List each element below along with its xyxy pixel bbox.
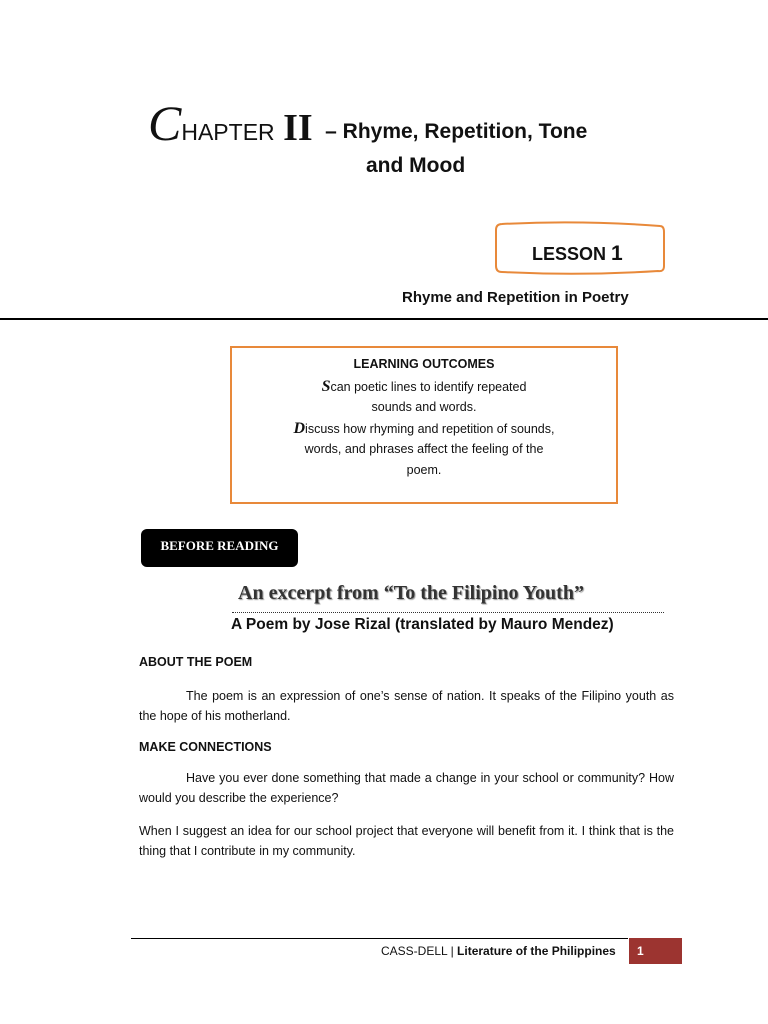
outcome-1-line1 [232,376,616,398]
outcome-1-initial: S [321,378,331,395]
about-heading: ABOUT THE POEM [139,655,253,669]
footer-text [381,944,616,958]
chapter-number: II [283,107,313,149]
connections-question: Have you ever done something that made a change in your school or community? How would you describe the experience? [139,771,674,805]
poem-title-underline [232,612,664,613]
lesson-word: LESSON [532,244,607,264]
learning-outcomes-box [230,346,618,504]
connections-answer: When I suggest an idea for our school project that everyone will benefit from it. I think that is the thing that I contribute in my community. [139,824,674,858]
outcome-2-text1: iscuss how rhyming and repetition of sounds, [305,422,555,436]
footer-course: Literature of the Philippines [457,944,616,958]
chapter-heading [148,95,588,151]
lesson-label [532,242,623,266]
chapter-title-line1: – Rhyme, Repetition, Tone [325,120,588,143]
chapter-title-line2: and Mood [366,154,466,177]
before-reading-badge: BEFORE READING [141,529,298,567]
chapter-word: HAPTER [181,119,275,145]
outcome-2-line1 [232,418,616,440]
outcome-2-line3: poem. [406,463,442,477]
lesson-number: 1 [611,242,623,265]
chapter-initial: C [148,95,182,151]
footer-rule [131,938,628,939]
connections-heading: MAKE CONNECTIONS [139,740,272,754]
footer-separator: | [447,944,458,958]
section-divider [0,318,768,320]
outcome-2-initial: D [293,420,306,437]
outcome-1-text1: can poetic lines to identify repeated [330,380,527,394]
poem-title: An excerpt from “To the Filipino Youth” [238,582,584,604]
poem-byline: A Poem by Jose Rizal (translated by Mauro Mendez) [231,616,614,633]
footer-org: CASS-DELL [381,944,448,958]
page-number: 1 [629,938,682,964]
outcome-2-line2: words, and phrases affect the feeling of the [304,442,544,456]
lesson-title: Rhyme and Repetition in Poetry [402,289,629,306]
outcome-1-line2: sounds and words. [371,400,477,414]
about-text: The poem is an expression of one’s sense of nation. It speaks of the Filipino youth as the hope of his motherland. [139,689,674,723]
learning-outcomes-title: LEARNING OUTCOMES [353,357,495,371]
